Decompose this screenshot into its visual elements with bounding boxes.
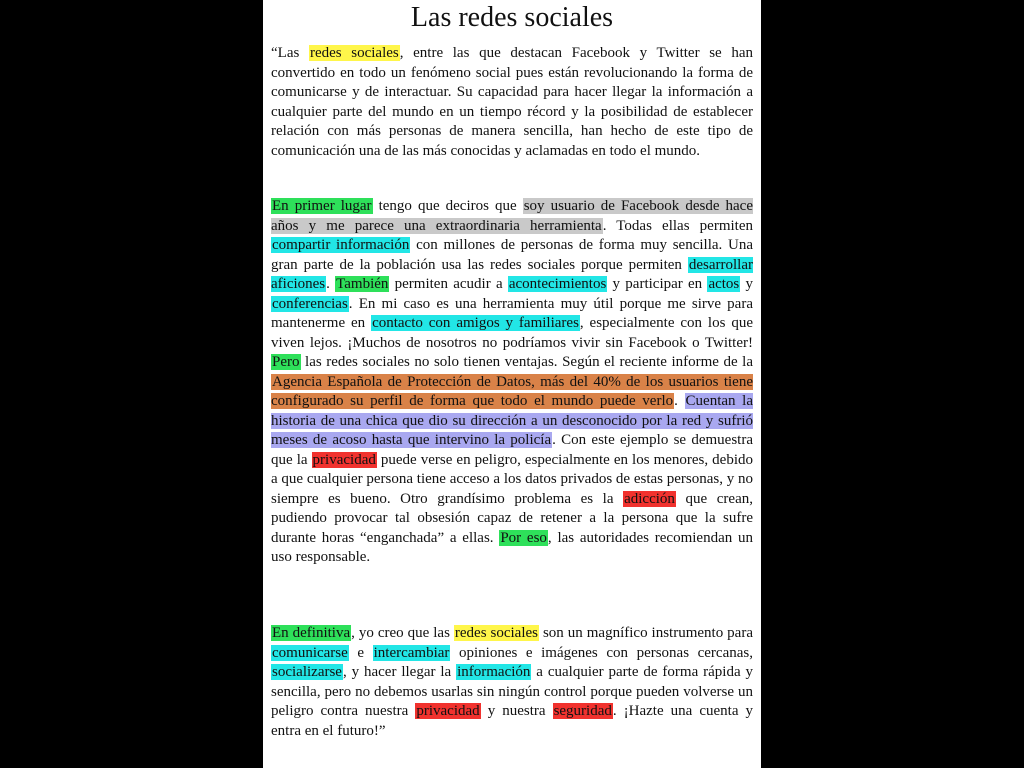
text-segment: y nuestra — [480, 703, 553, 719]
highlight-green: Por eso — [500, 529, 547, 546]
text-segment: a cualquier parte de forma rápida y sencilla, pero no debemos usarlas sin ningún control porque pueden volverse un peligro contra nuestra — [271, 664, 753, 719]
text-segment: “Las — [271, 45, 309, 61]
text-segment: , y hacer llegar la — [342, 664, 457, 680]
highlight-cyan: intercambiar — [373, 644, 450, 661]
text-segment: . Con este ejemplo se demuestra que la — [271, 432, 753, 468]
text-segment: tengo que deciros que — [372, 198, 523, 214]
highlight-cyan: información — [457, 664, 531, 680]
text-segment: . En mi caso es una herramienta muy útil porque me sirve para mantenerme en — [271, 295, 753, 331]
highlight-yellow: redes sociales — [454, 625, 538, 641]
highlight-green: En primer lugar — [272, 198, 372, 214]
highlight-orange: Agencia Española de Protección de Datos, más del 40% de los usuarios tiene configurado su perfil de forma que todo el mundo puede verlo — [271, 373, 753, 409]
document-title: Las redes sociales — [410, 2, 614, 33]
text-segment: e — [348, 644, 373, 661]
paragraph-2 — [271, 197, 753, 568]
highlight-cyan: conferencias — [272, 295, 348, 312]
text-segment: , yo creo que las — [351, 625, 454, 641]
highlight-green: En definitiva — [272, 625, 351, 641]
paragraph-1 — [271, 44, 753, 161]
text-segment: . ¡Hazte una cuenta y entra en el futuro!” — [271, 703, 753, 739]
highlight-green: También — [336, 276, 389, 292]
text-segment: puede verse en peligro, especialmente en los menores, debido a que cualquier persona tiene acceso a los datos privados de estas personas, y no siempre es bueno. Otro grandísimo problema es la — [271, 451, 753, 507]
text-segment: , entre las que destacan Facebook y Twitter se han convertido en todo un fenómeno social pues están revolucionando la forma de comunicarse y de interactuar. Su capacidad para hacer llegar la información a cualquier parte del mundo en un tiempo récord y la posibilidad de establecer relación con más personas de manera sencilla, han hecho de este tipo de comunicación una de las más conocidas y aclamadas en todo el mundo. — [271, 45, 753, 159]
text-segment: las redes sociales no solo tienen ventajas. Según el reciente informe de la — [300, 354, 753, 370]
paragraph-3 — [271, 624, 753, 741]
text-segment: con millones de personas de forma muy sencilla. Una gran parte de la población usa las redes sociales porque permiten — [271, 237, 753, 273]
text-segment: y participar en — [607, 276, 708, 292]
highlight-cyan: comunicarse — [272, 644, 348, 661]
text-segment: y — [740, 276, 754, 292]
text-segment: . — [674, 393, 685, 409]
document-page — [263, 0, 761, 768]
text-segment: permiten acudir a — [389, 276, 508, 292]
highlight-red: seguridad — [553, 703, 612, 719]
highlight-cyan: contacto con amigos y familiares — [372, 315, 579, 331]
highlight-cyan: desarrollar aficiones — [271, 256, 753, 292]
highlight-red: adicción — [624, 490, 675, 507]
highlight-cyan: socializarse — [272, 664, 342, 680]
highlight-gray: soy usuario de Facebook desde hace años y me parece una extraordinaria herramienta — [271, 198, 753, 234]
text-segment: que crean, pudiendo provocar tal obsesión capaz de retener a la persona que la sufre durante horas “enganchada” a ellas. — [271, 490, 753, 546]
text-segment: , especialmente con los que viven lejos. ¡Muchos de nosotros no podríamos vivir sin Facebook o Twitter! — [271, 315, 753, 351]
highlight-green: Pero — [272, 354, 300, 370]
text-segment: son un magnífico instrumento para — [539, 625, 753, 641]
highlight-cyan: acontecimientos — [508, 276, 607, 292]
text-segment: . Todas ellas permiten — [602, 217, 753, 234]
highlight-yellow: redes sociales — [309, 45, 399, 61]
highlight-cyan: actos — [708, 276, 740, 292]
text-segment: , las autoridades recomiendan un uso responsable. — [271, 529, 754, 565]
highlight-purple: Cuentan la historia de una chica que dio su dirección a un desconocido por la red y sufrió meses de acoso hasta que intervino la policía — [271, 393, 753, 448]
highlight-cyan: compartir información — [272, 237, 410, 253]
text-segment: . — [326, 276, 336, 292]
highlight-red: privacidad — [416, 703, 480, 719]
text-segment: opiniones e imágenes con personas cercanas, — [450, 644, 753, 661]
highlight-red: privacidad — [312, 451, 376, 468]
